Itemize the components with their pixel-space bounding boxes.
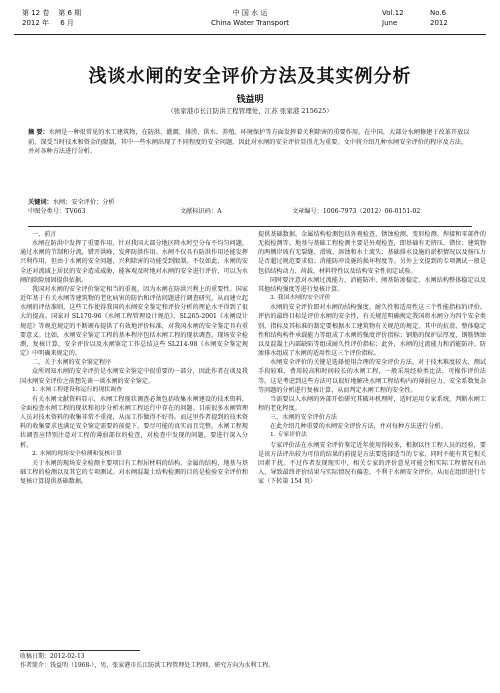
body-column-right — [258, 230, 486, 486]
journal-name-cn: 中 国 水 运 — [232, 9, 268, 17]
author-bio: 作者简介：钱益明（1968-），男，张家港市长江防洪工程管理处工程师，研究方向为水利工程。 — [20, 661, 275, 669]
subsection-heading: 2. 水闸的现场安全检测和复核计算 — [32, 450, 122, 457]
body-paragraph: 在此介绍几种重要的水闸安全评价方法，并对每种方法进行分析。 — [270, 423, 447, 431]
body-paragraph: 同时要注意对水闸过流能力、消能防冲、闸基防渗稳定、水闸结构整体稳定以及其他结构强度等进行复核计算。 — [258, 276, 486, 293]
running-header — [14, 8, 486, 36]
clc-value: TV663 — [65, 208, 86, 215]
article-title: 浅谈水闸的安全评价方法及其实例分析 — [88, 66, 412, 87]
body-paragraph: 我国对水闸的安全评价鉴定相当的重视，因为水闸在防洪兴利上的重要性。国家近年基于有关水闸等建筑物的老化病害的防治和评估问题进行调查研究，从而建立起水闸的评估准则，这些工作使得我国的水闸安全鉴定和评价分析的理论水平得到了很大的提高。国家对 SL170-96《水闸工程管理设计规范》、SL265-2001《水闸设计规范》等规范规定的不断颁布提供了有效地评价标准，对我国水闸的安全鉴定具有重要意义。比如，水闸安全鉴定工程的基本程序包括水闸工程的现状调查，现场安全检测，复核计算，安全评价以及水闸鉴定工作总结这些 SL214-98《水闸安全鉴定规定》中明确来规定的。 — [20, 285, 248, 358]
footnote — [20, 650, 480, 670]
header-year-cn: 2012 年 — [22, 19, 50, 27]
body-paragraph: 有关水闸文献资料显示，水闸工程现状调查必须包括收集水闸建设的技术资料，全面检查水闸工程的现状和初步分析水闸工程运行中存在的问题。目前很多水闸管理人员对技术资料的收集非常不重视，从而工作做得不好得。而这里作者提到的技术资料的收集要求也满足安全鉴定需要的前提下，要尽可能的真实而且完整。水闸工程现状调查应特别注意对工程的薄弱部位的检查，对检查中发现的问题，要进行深入分析。 — [20, 395, 248, 449]
keywords: 水闸；安全评价；分析 — [52, 199, 115, 206]
subsection-heading: 1. 专家评价法 — [270, 432, 307, 439]
subsection-heading: 1. 水闸工程建设和运行的现状调查 — [32, 386, 122, 393]
body-paragraph: 水闸的安全评价即对水闸的结构强度、耐久性和适用性这三个性能指标的评价。评估的最终目标是评价水闸的安全性，有关规范明确规定我国将水闸分为四个安全类别，指标及其标准的制定要根据水工建筑物有关规范的规定。其中的抗滑、整体稳定性和结构构件承载能力等组成了水闸的强度评价指标；钢筋的保护层厚度，钢筋锈蚀以及混凝土内部缺陷等组成耐久性评价指标；此外，水闸的过流能力和消能防冲、防渗排水组成了水闸的适用性这三个评价指标。 — [258, 304, 486, 358]
body-paragraph: 关于水闸的现场安全检测主要项目有工程屈材料的结构、金属的结构，地基与基础工程的检测以及其它的专项测试。对水闸混凝土结构检测的目的是检验安全评价和复核计算提供基础数据。 — [20, 459, 248, 486]
keywords-label: 关键词： — [28, 199, 53, 206]
abstract-text: 水闸是一种很常见的水工建筑物，在防洪、灌溉、排涝、供水、养殖、环境保护等方面发挥着关利除害的重要作用。在中国，大部分水闸修建于改革开放以前，深受当时技术和资金的限制，其中一些水闸出现了不同程度的安全问题，因此对水闸的安全评价显得尤为重要。文中将介绍几种水闸安全评价的程序及方法，并对各种方法进行分析。 — [28, 129, 470, 156]
doc-code-label: 文献标识码： — [179, 208, 218, 215]
header-rule — [14, 34, 486, 35]
journal-name-en: China Water Transport — [211, 19, 289, 27]
section-heading: 二、关于水闸的安全鉴定程序 — [32, 359, 112, 367]
header-vol-cn: 第 12 卷 — [22, 9, 50, 17]
header-month-en: June — [382, 19, 398, 27]
body-paragraph: 专家评价法在水闸安全评价鉴定近年使用得较多，根据以往工程人员的经验，要是该方法评出较为可信的结果的前提是方法要选择适当的专家，同时不能有其它相关因素干扰。不过作者发现现实中，相关专家的评价意见可能会和实际工程情况有出入，导致最终评价结果与实际情况有偏差，不利于水闸安全评价。从而在组织进行专家（下转第 154 页） — [258, 441, 486, 486]
footnote-rule — [20, 650, 140, 651]
body-paragraph: 提供基础数据，金属结构检测包括外观检查、锈蚀检测、变形检测、焊接和零部件的无损检测等。地基与基础工程检测主要是外观检查，即基础有无挤压、错位；建筑物的两侧岸坡有无裂缝、滑坡、溶蚀和水土流失；基础排水设施的淤积情况以及扬压力是否超过规范要求值；消能防冲设施的损坏程度等。另外上文提到的专项测试一般是包括结构动力、荷载、材料特性以及结构安全性初定试验。 — [258, 231, 486, 275]
abstract — [28, 128, 472, 157]
article-no-label: 文章编号： — [291, 208, 323, 215]
section-heading: 三、水闸的安全评价方法 — [270, 414, 338, 422]
received-date: 收稿日期：2012-02-13 — [20, 653, 85, 660]
header-no-cn: 第 6 期 — [58, 9, 82, 17]
body-paragraph: 当需要以人水闸的外部开始研究其破坏机理时，适时运用专家系统，判断水闸工程的老化程度。 — [258, 395, 486, 412]
meta-rule — [28, 226, 472, 227]
doc-code-value: A — [217, 208, 222, 215]
body-paragraph: 众所周知水闸的安全评价是水闸安全鉴定中很重要的一部分，因此作者在谈及我国水闸安全评价之前想先谈一谈水闸的安全鉴定。 — [20, 368, 248, 385]
header-year-en: 2012 — [430, 19, 448, 27]
clc-label: 中图分类号： — [28, 208, 66, 215]
article-no-value: 1006-7973（2012）06-0151-02 — [322, 208, 421, 215]
header-right — [382, 8, 478, 28]
header-month-cn: 6 月 — [60, 19, 74, 27]
abstract-label: 摘 要： — [28, 129, 49, 136]
body-paragraph: 水闸安全评价的关键是选择使用合理的安全评价方法。对于技术难度较大、测试手段较难、费用较高和时间较长的水闸工程，一般采用经验类比法，可操作评价法等。这是考虑到这些方法可以很好地解决水闸工程结构内的薄弱应力、安全系数复杂等问题的分析进行复核计算，从而判定水闸工程的安全性。 — [258, 359, 486, 394]
article-meta — [28, 198, 472, 216]
subsection-heading: 3. 我国水闸的安全评价 — [270, 295, 331, 302]
author-affiliation: （张家港市长江防洪工程管理处，江苏 张家港 215625） — [167, 107, 333, 115]
header-vol-en: Vol.12 — [382, 9, 404, 17]
header-no-en: No.6 — [430, 9, 447, 17]
body-paragraph: 水闸在防洪中发挥了重要作用，针对我国大部分地区降水时空分布不均匀问题，通过水闸的节制和分流，错开洪峰，发挥防洪作用。水闸不仅具有防洪作用还能发挥兴利作用，但由于水闸的安全问题，兴利除害的功能受到限制。不仅如此，水闸的安全还对流域上居民的安全造成威胁，能客观及时地对水闸的安全进行评价，可以为水闸的除险加固提供依据。 — [20, 240, 248, 284]
section-heading: 一、前言 — [32, 231, 57, 238]
article-author: 钱益明 — [236, 95, 264, 105]
body-column-left — [20, 230, 248, 486]
